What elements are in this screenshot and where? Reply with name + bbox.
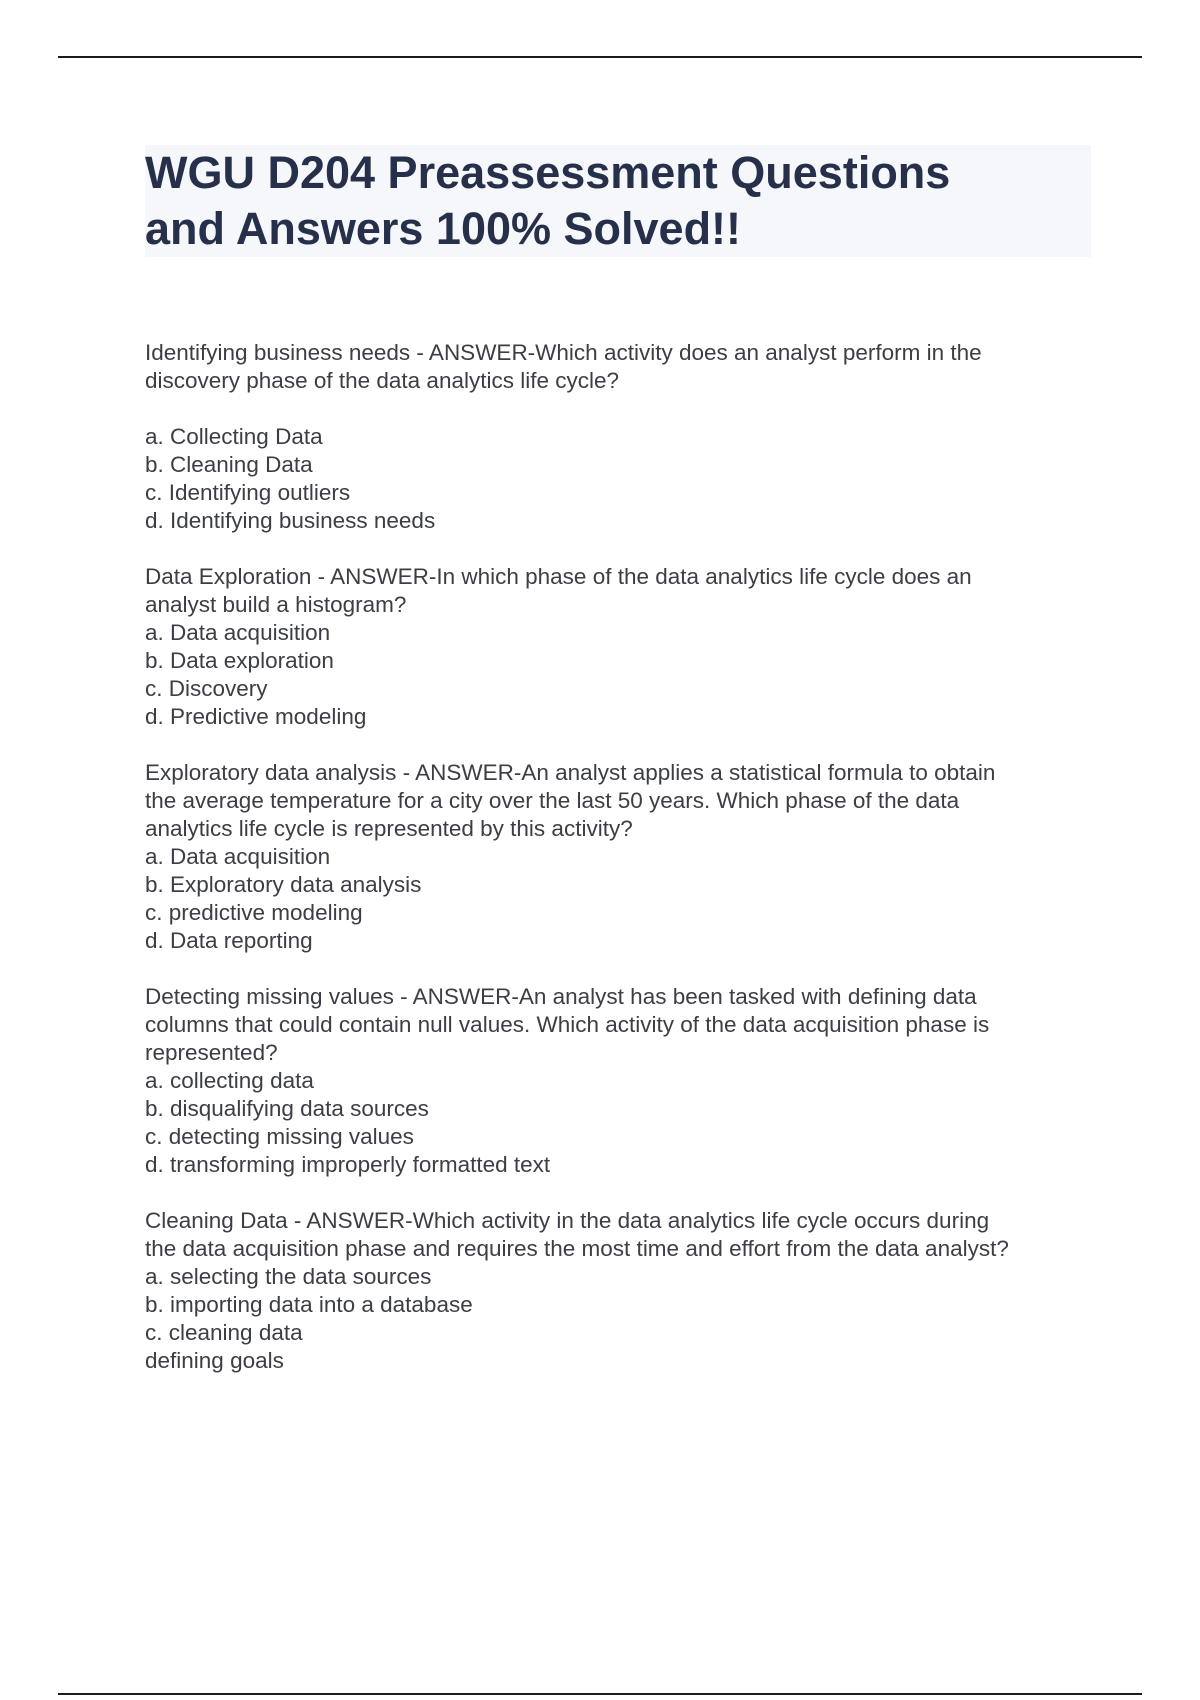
answer-option: a. Data acquisition xyxy=(145,844,331,869)
question-list xyxy=(145,339,1085,1403)
answer-option: c. Identifying outliers xyxy=(145,480,351,505)
answer-option: d. Data reporting xyxy=(145,928,313,953)
answer-option: c. cleaning data xyxy=(145,1320,303,1345)
question-block-4 xyxy=(145,983,1085,1179)
question-text: analytics life cycle is represented by this activity? xyxy=(145,816,633,841)
answer-option: c. Discovery xyxy=(145,676,268,701)
question-text: columns that could contain null values. Which activity of the data acquisition phase is xyxy=(145,1012,990,1037)
question-text: Detecting missing values - ANSWER-An analyst has been tasked with defining data xyxy=(145,984,977,1009)
answer-option: defining goals xyxy=(145,1348,284,1373)
answer-option: b. disqualifying data sources xyxy=(145,1096,429,1121)
answer-option: c. detecting missing values xyxy=(145,1124,414,1149)
answer-option: a. Data acquisition xyxy=(145,620,331,645)
answer-option: b. Data exploration xyxy=(145,648,334,673)
answer-option: c. predictive modeling xyxy=(145,900,363,925)
answer-option: b. Exploratory data analysis xyxy=(145,872,422,897)
question-text: Identifying business needs - ANSWER-Which activity does an analyst perform in the xyxy=(145,340,982,365)
answer-option: a. Collecting Data xyxy=(145,424,323,449)
answer-option: a. selecting the data sources xyxy=(145,1264,432,1289)
question-text: the average temperature for a city over the last 50 years. Which phase of the data xyxy=(145,788,960,813)
bottom-rule xyxy=(58,1693,1142,1695)
question-text: Exploratory data analysis - ANSWER-An analyst applies a statistical formula to obtain xyxy=(145,760,996,785)
top-rule xyxy=(58,56,1142,58)
title-line-1: WGU D204 Preassessment Questions xyxy=(145,147,951,198)
question-text: represented? xyxy=(145,1040,278,1065)
question-block-2 xyxy=(145,563,1085,731)
question-text: discovery phase of the data analytics life cycle? xyxy=(145,368,620,393)
answer-option: b. Cleaning Data xyxy=(145,452,313,477)
blank-line xyxy=(145,395,1085,423)
question-text: analyst build a histogram? xyxy=(145,592,407,617)
answer-option: a. collecting data xyxy=(145,1068,314,1093)
question-block-1 xyxy=(145,339,1085,535)
answer-option: d. transforming improperly formatted text xyxy=(145,1152,551,1177)
answer-option: d. Predictive modeling xyxy=(145,704,367,729)
answer-option: b. importing data into a database xyxy=(145,1292,473,1317)
question-block-3 xyxy=(145,759,1085,955)
question-text: Data Exploration - ANSWER-In which phase of the data analytics life cycle does an xyxy=(145,564,972,589)
answer-option: d. Identifying business needs xyxy=(145,508,436,533)
question-text: the data acquisition phase and requires the most time and effort from the data analyst? xyxy=(145,1236,1009,1261)
title-line-2: and Answers 100% Solved!! xyxy=(145,203,742,254)
question-text: Cleaning Data - ANSWER-Which activity in the data analytics life cycle occurs during xyxy=(145,1208,990,1233)
question-block-5 xyxy=(145,1207,1085,1375)
page-title xyxy=(145,145,1091,257)
